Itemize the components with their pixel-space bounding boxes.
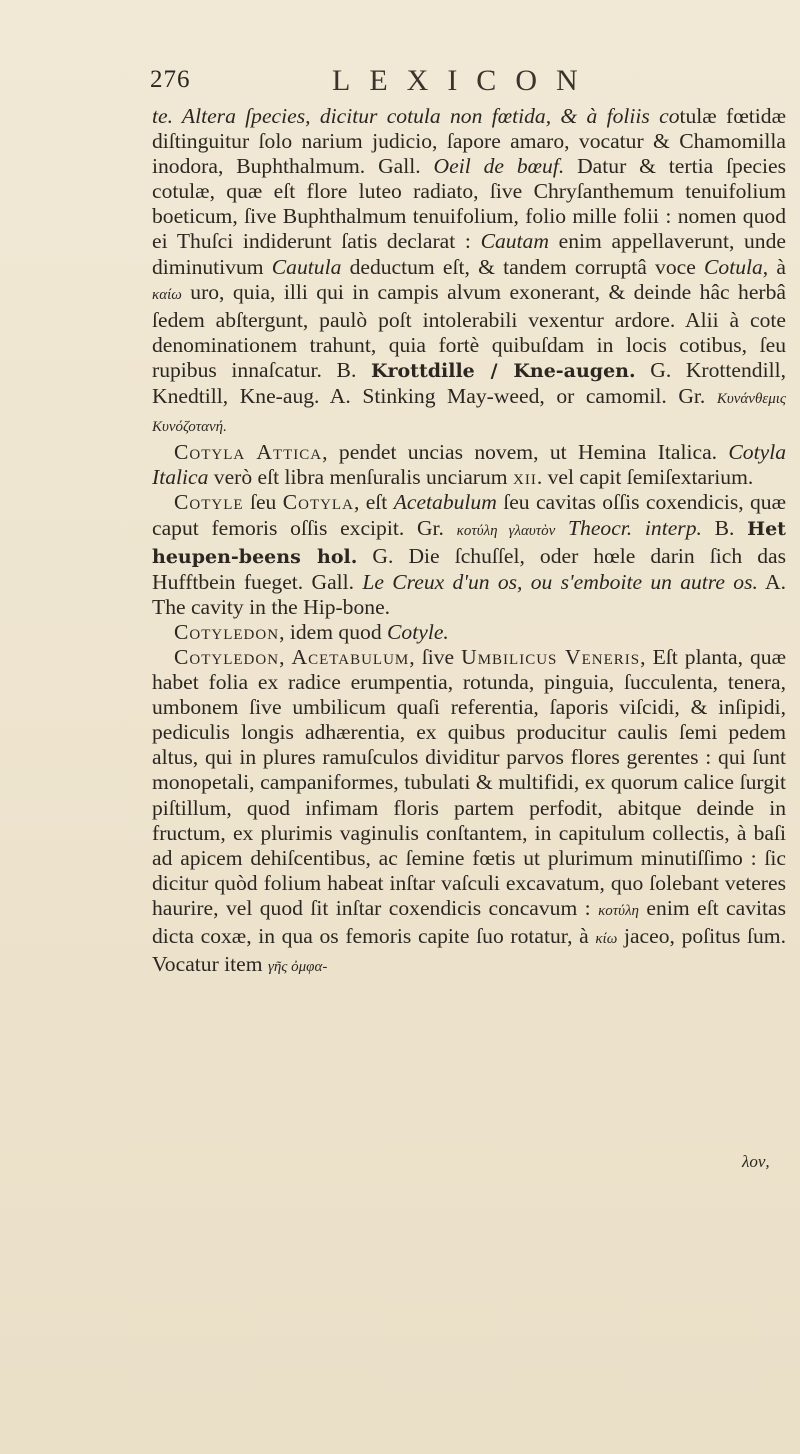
greek-word: Κυνόζοτανή. [152,419,227,436]
source-citation: Theocr. interp. [568,515,702,540]
page-header [150,66,790,106]
headword-variant: Umbilicus Veneris [461,644,641,669]
continuation-fragment: te. Altera ſpecies, dicitur cotula non fœtida, & à foliis co [152,104,680,128]
term-cautula: Cautula [271,254,342,279]
term-cotyla-italica: Cotyla Italica [152,440,786,490]
french-name: Oeil de bœuf. [433,154,565,179]
entry-cotyle: Cotyle ſeu Cotyla, eſt Acetabulum ſeu cavitas oſſis coxendicis, quæ caput femoris oſſis excipit. Gr. κοτύλη γλαυτὸν Theocr. interp. B. Het heupen-beens hol. G. Die ſchuſſel, oder hœle darin ſich das Hufftbein fueget. Gall. Le Creux d'un os, ou s'emboite un autre os. A. The cavity in the Hip-bone. [152,490,786,619]
headword: Cotyledon [174,644,280,669]
greek-word: γῆς ὀμφα- [267,959,328,976]
entry-cotula-continued: te. Altera ſpecies, dicitur cotula non fœtida, & à foliis cotulæ fœtidæ diſtinguitur ſolo narium judicio, ſapore amaro, vocatur & Chamomilla inodora, Buphthalmum. Gall. Oeil de bœuf. Datur & tertia ſpecies cotulæ, quæ eſt flore luteo radiato, ſive Chryſanthemum tenuifolium boeticum, ſive Buphthalmum tenuifolium, folio mille folii : nomen quod ei Thuſci indiderunt ſatis declarat : Cautam enim appellaverunt, unde diminutivum Cautula deductum eſt, & tandem corruptâ voce Cotula, à καίω uro, quia, illi qui in campis alvum exonerant, & deinde hâc herbâ ſedem abſtergunt, paulò poſt intolerabili vexentur ardore. Alii à cote denominationem trahunt, quia fortè quibuſdam in locis cotibus, ſeu rupibus innaſcatur. B. Krottdille / Kne-augen. G. Krottendill, Knedtill, Kne-aug. A. Stinking May-weed, or camomil. Gr. Κυνάνθεμις Κυνόζοτανή. [152,104,786,436]
roman-numeral: xii [513,465,537,490]
greek-word: κοτύλη γλαυτὸν [456,522,556,539]
catchword: λον, [742,1152,770,1171]
lexicon-text [152,104,786,980]
greek-word: Κυνάνθεμις [716,391,786,408]
blackletter-dutch: Krottdille / Kne-augen. [370,359,636,382]
headword-variant: Cotyla [282,490,354,515]
entry-cotyla-attica: Cotyla Attica, pendet uncias novem, ut Hemina Italica. Cotyla Italica verò eſt libra menſuralis unciarum xii. vel capit ſemiſextarium. [152,440,786,490]
term-acetabulum: Acetabulum [393,490,497,515]
french-gloss: Le Creux d'un os, ou s'emboite un autre os. [362,569,758,594]
term-cautam: Cautam [480,229,549,254]
headword: Cotyla Attica [174,440,323,465]
headword-variant: Acetabulum [291,644,410,669]
headword: Cotyledon [174,619,280,644]
entry-cotyledon-1: Cotyledon, idem quod Cotyle. [174,619,449,644]
term-cotula: Cotula [704,254,763,279]
page-number: 276 [150,66,191,93]
greek-word: κίω [595,931,618,947]
cross-reference: Cotyle. [387,619,449,644]
greek-word: κοτύλη [598,902,640,919]
running-title: LEXICON [332,64,597,97]
headword: Cotyle [174,490,244,515]
blackletter-dutch: Het heupen-beens hol. [152,517,786,568]
entry-cotyledon-2: Cotyledon, Acetabulum, ſive Umbilicus Veneris, Eſt planta, quæ habet folia ex radice erumpentia, rotunda, pinguia, ſucculenta, tenera, umbonem ſive umbilicum quaſi referentia, ſaporis viſcidi, & inſipidi, pediculis longis adhærentia, ex quibus producitur caulis ſemi pedem altus, qui in plures ramuſculos dividitur parvos flores gerentes : qui ſunt monopetali, campaniformes, tubulati & multifidi, ex quorum calice ſurgit piſtillum, quod infimam floris partem perfodit, abitque deinde in fructum, ex plurimis vaginulis conſtantem, in capitulum collectis, à baſi ad apicem dehiſcentibus, ac ſemine fœtis ut plurimum minutiſſimo : ſic dicitur quòd folium habeat inſtar vaſculi excavatum, quo ſolebant veteres haurire, vel quod ſit inſtar coxendicis concavum : κοτύλη enim eſt cavitas dicta coxæ, in qua os femoris capite ſuo rotatur, à κίω jaceo, poſitus ſum. Vocatur item γῆς ὀμφα- [152,644,787,977]
greek-word: καίω [152,286,182,303]
